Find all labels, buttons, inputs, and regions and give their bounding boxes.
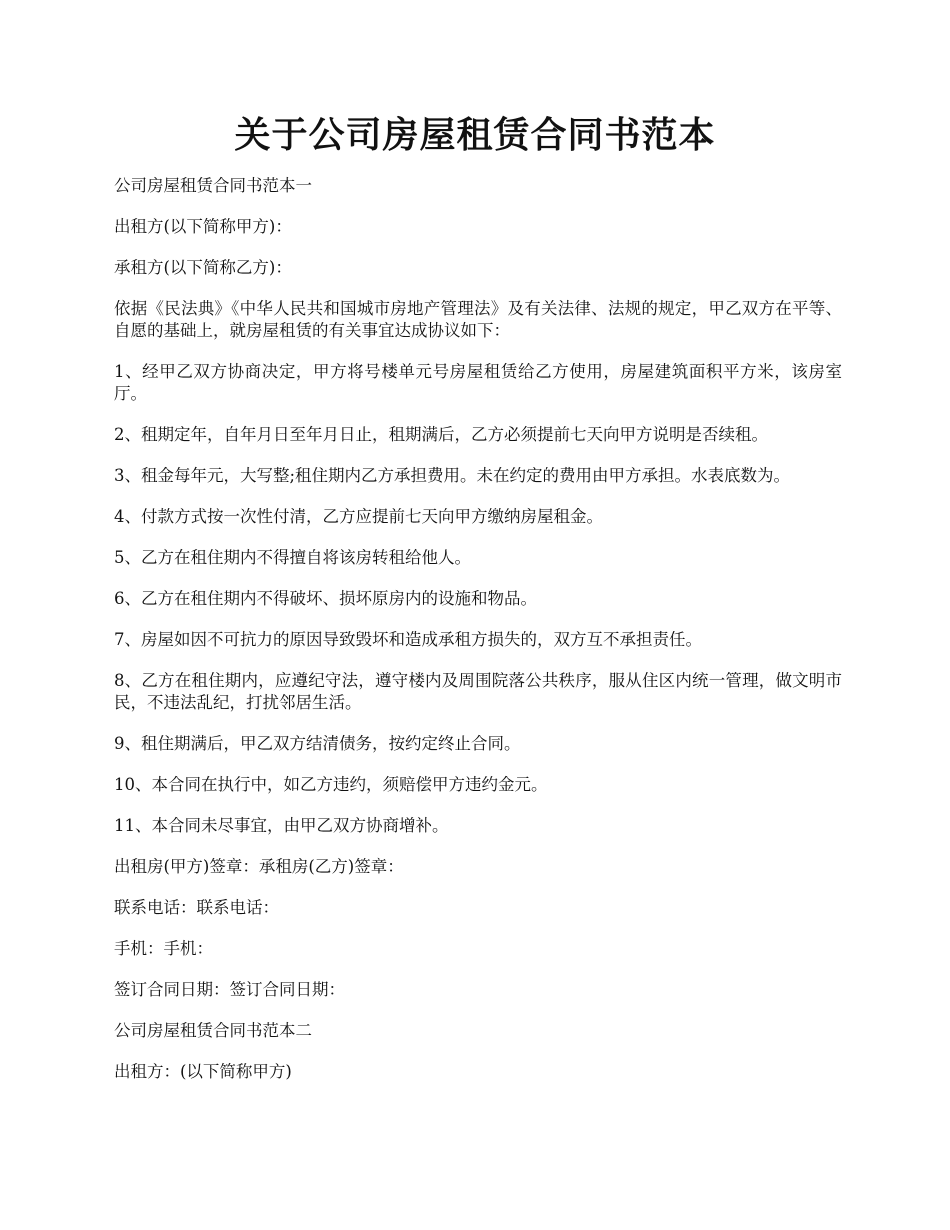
section-heading-1: 公司房屋租赁合同书范本一 <box>114 176 312 195</box>
clause-11: 11、本合同未尽事宜，由甲乙双方协商增补。 <box>114 816 449 835</box>
clause-5: 5、乙方在租住期内不得擅自将该房转租给他人。 <box>114 548 471 567</box>
clause-4: 4、付款方式按一次性付清，乙方应提前七天向甲方缴纳房屋租金。 <box>114 507 603 526</box>
clause-10: 10、本合同在执行中，如乙方违约，须赔偿甲方违约金元。 <box>114 775 548 794</box>
mobile-line: 手机：手机： <box>114 939 213 958</box>
clause-9: 9、租住期满后，甲乙双方结清债务，按约定终止合同。 <box>114 734 521 753</box>
contact-phone-line: 联系电话：联系电话： <box>114 898 279 917</box>
clause-1: 1、经甲乙双方协商决定，甲方将号楼单元号房屋租赁给乙方使用，房屋建筑面积平方米，该房室厅。 <box>114 362 842 403</box>
preamble-paragraph: 依据《民法典》《中华人民共和国城市房地产管理法》及有关法律、法规的规定，甲乙双方在平等、自愿的基础上，就房屋租赁的有关事宜达成协议如下： <box>114 299 842 340</box>
clause-2: 2、租期定年，自年月日至年月日止，租期满后，乙方必须提前七天向甲方说明是否续租。 <box>114 425 768 444</box>
clause-3: 3、租金每年元，大写整;租住期内乙方承担费用。未在约定的费用由甲方承担。水表底数为。 <box>114 466 791 485</box>
section-heading-2: 公司房屋租赁合同书范本二 <box>114 1021 312 1040</box>
lessee-line: 承租方(以下简称乙方)： <box>114 258 292 277</box>
lessor-line-2: 出租方：(以下简称甲方) <box>114 1062 292 1081</box>
signing-date-line: 签订合同日期：签订合同日期： <box>114 980 345 999</box>
clause-7: 7、房屋如因不可抗力的原因导致毁坏和造成承租方损失的，双方互不承担责任。 <box>114 630 702 649</box>
signature-line: 出租房(甲方)签章：承租房(乙方)签章： <box>114 857 404 876</box>
lessor-line: 出租方(以下简称甲方)： <box>114 217 292 236</box>
clause-8: 8、乙方在租住期内，应遵纪守法，遵守楼内及周围院落公共秩序，服从住区内统一管理，做文明市民，不违法乱纪，打扰邻居生活。 <box>114 671 842 712</box>
clause-6: 6、乙方在租住期内不得破坏、损坏原房内的设施和物品。 <box>114 589 537 608</box>
document-title: 关于公司房屋租赁合同书范本 <box>234 114 716 156</box>
document-body <box>114 175 842 1102</box>
